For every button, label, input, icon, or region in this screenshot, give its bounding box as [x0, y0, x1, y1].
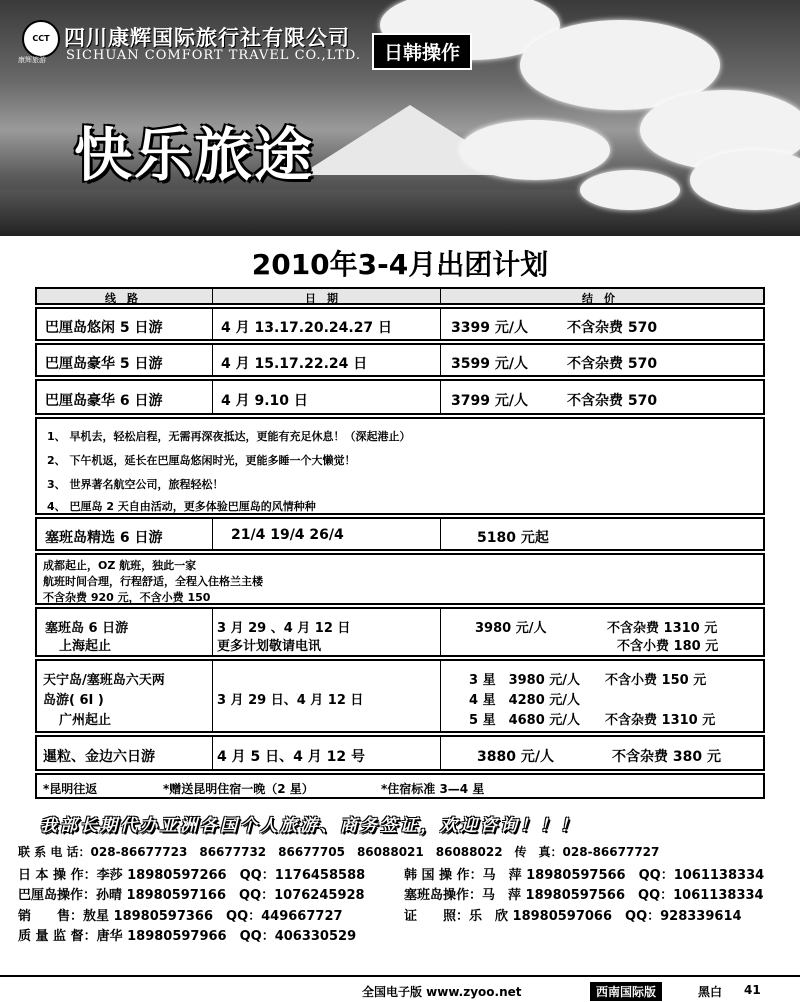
header-route: 线 路	[105, 292, 138, 305]
price-cell: 3799 元/人	[451, 393, 528, 409]
route-cell: 广州起止	[59, 713, 112, 728]
cherry-blossom-decoration	[580, 170, 680, 210]
extra-fee-cell: 不含杂费 570	[567, 393, 658, 409]
contact-sales: 销 售：敖星 18980597366 QQ：449667727	[18, 909, 343, 924]
header-banner	[0, 0, 800, 236]
route-cell: 岛游( 6I )	[43, 693, 104, 708]
footnotes-row	[35, 773, 765, 799]
footnote: *住宿标准 3—4 星	[381, 782, 485, 796]
contact-saipan: 塞班岛操作：马 萍 18980597566 QQ：1061138334	[404, 888, 764, 903]
table-row	[35, 607, 765, 657]
price-cell: 3880 元/人	[477, 749, 554, 765]
note-line: 4、 巴厘岛 2 天自由活动，更多体验巴厘岛的风情种种	[47, 500, 316, 513]
contact-quality: 质 量 监 督：唐华 18980597966 QQ：406330529	[18, 929, 357, 944]
route-cell: 天宁岛/塞班岛六天两	[43, 673, 165, 688]
table-row	[35, 517, 765, 551]
date-cell: 更多计划敬请电讯	[217, 639, 322, 654]
extra-fee-cell: 不含小费 180 元	[617, 639, 719, 654]
contact-japan: 日 本 操 作：李莎 18980597266 QQ：1176458588	[18, 868, 366, 883]
extra-fee-cell: 不含小费 150 元	[605, 673, 707, 688]
contact-phone: 联 系 电 话：028-86677723 86677732 86677705 86088021 86088022 传 真：028-86677727	[18, 845, 660, 859]
date-cell: 3 月 29 日、4 月 12 日	[217, 693, 364, 708]
note-line: 成都起止，OZ 航班，独此一家	[43, 559, 197, 572]
extra-fee-cell: 不含杂费 570	[567, 320, 658, 336]
cherry-blossom-decoration	[460, 120, 610, 180]
company-name-cn: 四川康辉国际旅行社有限公司	[64, 26, 350, 50]
note-line: 3、 世界著名航空公司，旅程轻松！	[47, 478, 224, 491]
page-number: 41	[744, 983, 761, 997]
visa-slogan: 我部长期代办亚洲各国个人旅游、商务签证，欢迎咨询！！！	[40, 816, 580, 836]
operation-badge: 日韩操作	[372, 33, 472, 70]
bali-notes-block	[35, 417, 765, 515]
route-cell: 上海起止	[59, 639, 112, 654]
price-cell: 5 星 4680 元/人	[469, 713, 581, 728]
route-cell: 巴厘岛豪华 6 日游	[45, 393, 163, 409]
logo-subtitle: 康辉旅游	[18, 56, 46, 64]
note-line: 航班时间合理，行程舒适，全程入住格兰主楼	[43, 575, 263, 588]
date-cell: 21/4 19/4 26/4	[231, 527, 344, 543]
extra-fee-cell: 不含杂费 570	[567, 356, 658, 372]
footnote: *昆明往返	[43, 782, 98, 796]
table-row	[35, 379, 765, 415]
note-line: 不含杂费 920 元，不含小费 150	[43, 591, 211, 604]
note-line: 2、 下午机返，延长在巴厘岛悠闲时光，更能多睡一个大懒觉！	[47, 454, 356, 467]
route-cell: 暹粒、金边六日游	[43, 749, 155, 765]
color-label: 黑白	[698, 985, 723, 999]
price-cell: 5180 元起	[477, 530, 549, 546]
date-cell: 4 月 9.10 日	[221, 393, 308, 409]
table-row	[35, 307, 765, 341]
table-row	[35, 735, 765, 771]
table-row	[35, 343, 765, 377]
date-cell: 4 月 5 日、4 月 12 号	[217, 749, 365, 765]
price-cell: 3 星 3980 元/人	[469, 673, 581, 688]
bottom-bar	[0, 975, 800, 1002]
route-cell: 巴厘岛悠闲 5 日游	[45, 320, 163, 336]
header-date: 日 期	[305, 292, 338, 305]
company-logo: CCT	[22, 20, 60, 58]
note-line: 1、 早机去，轻松启程，无需再深夜抵达，更能有充足休息！（深起港止）	[47, 430, 411, 443]
date-cell: 4 月 15.17.22.24 日	[221, 356, 368, 372]
saipan-notes-block	[35, 553, 765, 605]
region-label: 西南国际版	[590, 982, 662, 1001]
price-cell: 3980 元/人	[475, 621, 547, 636]
sea-illustration	[0, 190, 800, 236]
table-row	[35, 659, 765, 733]
extra-fee-cell: 不含杂费 1310 元	[607, 621, 718, 636]
plan-title: 2010年3-4月出团计划	[251, 248, 549, 281]
contact-korea: 韩 国 操 作：马 萍 18980597566 QQ：1061138334	[404, 868, 765, 883]
headline: 快乐旅途	[74, 121, 315, 189]
table-header	[35, 287, 765, 305]
price-cell: 4 星 4280 元/人	[469, 693, 581, 708]
date-cell: 4 月 13.17.20.24.27 日	[221, 320, 393, 336]
route-cell: 塞班岛 6 日游	[45, 621, 129, 636]
route-cell: 巴厘岛豪华 5 日游	[45, 356, 163, 372]
extra-fee-cell: 不含杂费 1310 元	[605, 713, 716, 728]
price-cell: 3599 元/人	[451, 356, 528, 372]
contact-bali: 巴厘岛操作：孙晴 18980597166 QQ：1076245928	[18, 888, 365, 903]
footnote: *赠送昆明住宿一晚（2 星）	[163, 782, 314, 796]
header-price: 结 价	[582, 292, 615, 305]
route-cell: 塞班岛精选 6 日游	[45, 530, 163, 546]
edition-label: 全国电子版 www.zyoo.net	[362, 985, 522, 999]
contact-visa: 证 照：乐 欣 18980597066 QQ：928339614	[404, 909, 742, 924]
company-name-en: SICHUAN COMFORT TRAVEL CO.,LTD.	[66, 48, 362, 63]
extra-fee-cell: 不含杂费 380 元	[612, 749, 721, 765]
price-cell: 3399 元/人	[451, 320, 528, 336]
date-cell: 3 月 29 、4 月 12 日	[217, 621, 351, 636]
